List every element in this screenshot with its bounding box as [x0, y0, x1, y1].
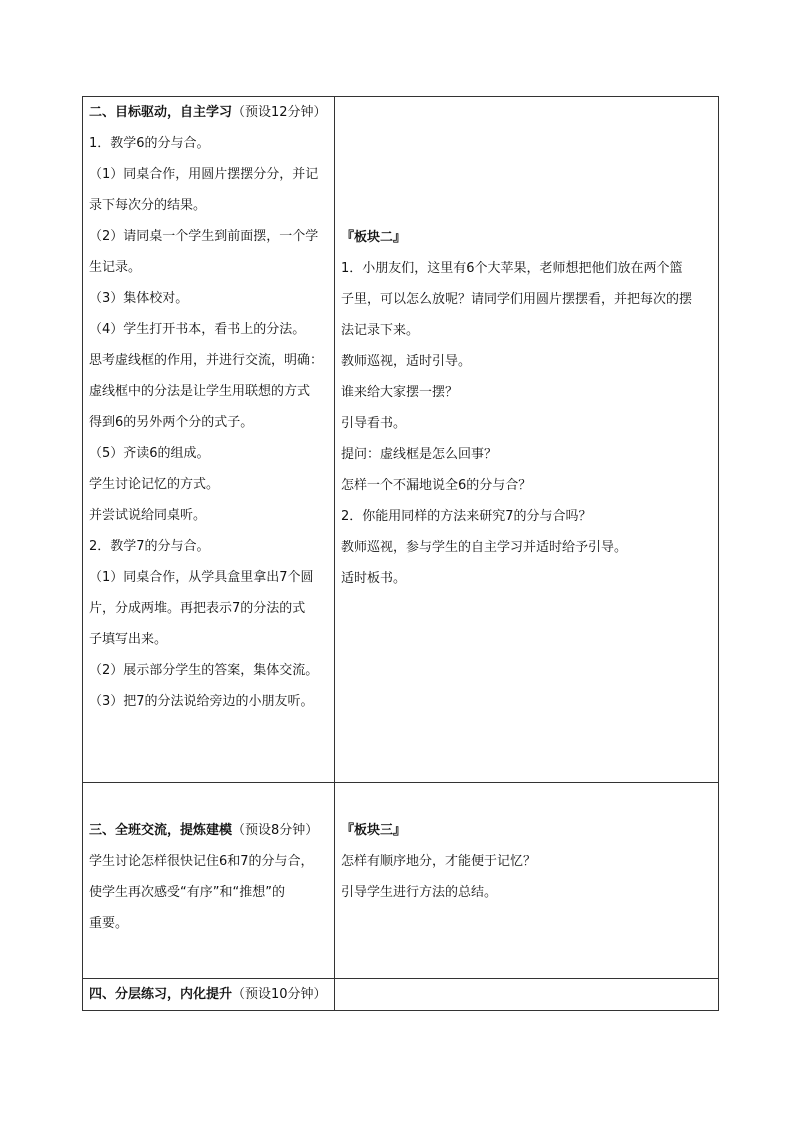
- process-line: 子填写出来。: [89, 632, 168, 647]
- guidance-line: 提问：虚线框是怎么回事？: [341, 447, 498, 462]
- process-line: 并尝试说给同桌听。: [89, 508, 207, 523]
- process-line: 1．教学6的分与合。: [89, 136, 210, 151]
- process-line: 虚线框中的分法是让学生用联想的方式: [89, 384, 311, 399]
- table-row: [83, 97, 719, 783]
- guidance-line: 引导看书。: [341, 416, 407, 431]
- process-cell: [83, 979, 335, 1011]
- guidance-line: 教师巡视，适时引导。: [341, 354, 472, 369]
- process-line: （5）齐读6的组成。: [89, 446, 210, 461]
- guidance-line: 怎样有顺序地分，才能便于记忆？: [341, 854, 537, 869]
- guidance-line: 教师巡视，参与学生的自主学习并适时给予引导。: [341, 540, 628, 555]
- process-line: （1）同桌合作，用圆片摆摆分分，并记: [89, 167, 319, 182]
- table-row: [83, 783, 719, 979]
- process-line: 学生讨论怎样很快记住6和7的分与合，: [89, 854, 314, 869]
- process-line: （3）把7的分法说给旁边的小朋友听。: [89, 694, 314, 709]
- process-line: 思考虚线框的作用，并进行交流，明确：: [89, 353, 324, 368]
- lesson-plan-table: [82, 96, 719, 1011]
- section-heading: 三、全班交流，提炼建模（预设8分钟）: [89, 823, 319, 838]
- guidance-line: 子里，可以怎么放呢？请同学们用圆片摆摆看，并把每次的摆: [341, 292, 693, 307]
- table-row: [83, 979, 719, 1011]
- block-label: 『板块二』: [341, 230, 407, 245]
- section-heading: 二、目标驱动，自主学习（预设12分钟）: [89, 105, 327, 120]
- process-line: 录下每次分的结果。: [89, 198, 207, 213]
- section-heading: 四、分层练习，内化提升（预设10分钟）: [89, 987, 327, 1002]
- process-line: 得到6的另外两个分的式子。: [89, 415, 254, 430]
- process-line: （4）学生打开书本，看书上的分法。: [89, 322, 306, 337]
- guidance-line: 谁来给大家摆一摆？: [341, 385, 459, 400]
- process-line: 重要。: [89, 916, 129, 931]
- guidance-line: 怎样一个不漏地说全6的分与合？: [341, 478, 532, 493]
- process-line: （1）同桌合作，从学具盒里拿出7个圆: [89, 570, 314, 585]
- process-line: （2）展示部分学生的答案，集体交流。: [89, 663, 319, 678]
- guidance-line: 法记录下来。: [341, 323, 420, 338]
- process-line: 学生讨论记忆的方式。: [89, 477, 220, 492]
- process-line: 使学生再次感受“有序”和“推想”的: [89, 885, 285, 900]
- process-cell: [83, 783, 335, 979]
- guidance-line: 引导学生进行方法的总结。: [341, 885, 498, 900]
- guidance-line: 1．小朋友们，这里有6个大苹果，老师想把他们放在两个篮: [341, 261, 683, 276]
- process-line: 2．教学7的分与合。: [89, 539, 210, 554]
- guidance-cell: [335, 97, 719, 783]
- block-label: 『板块三』: [341, 823, 407, 838]
- guidance-line: 适时板书。: [341, 571, 407, 586]
- process-cell: [83, 97, 335, 783]
- guidance-cell: [335, 783, 719, 979]
- guidance-line: 2．你能用同样的方法来研究7的分与合吗？: [341, 509, 592, 524]
- process-line: 片，分成两堆。再把表示7的分法的式: [89, 601, 306, 616]
- process-line: （3）集体校对。: [89, 291, 189, 306]
- process-line: 生记录。: [89, 260, 142, 275]
- process-line: （2）请同桌一个学生到前面摆，一个学: [89, 229, 319, 244]
- guidance-cell: [335, 979, 719, 1011]
